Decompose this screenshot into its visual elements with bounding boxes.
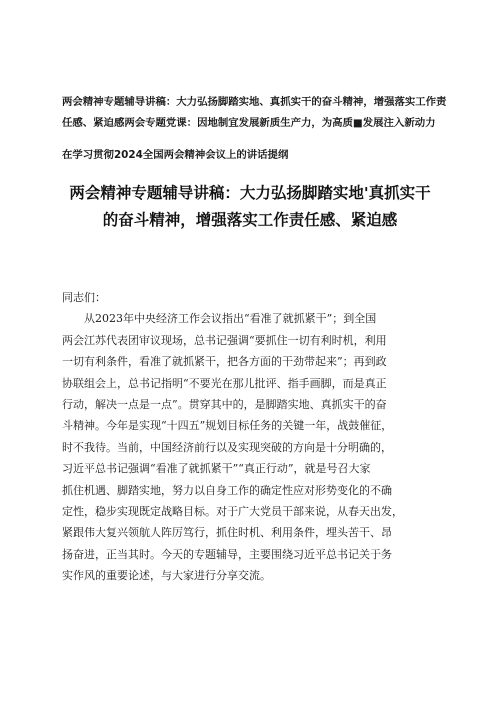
header-line-1: 两会精神专题辅导讲稿：大力弘扬脚踏实地、真抓实干的奋斗精神，增强落实工作责 [62, 96, 447, 108]
salutation: 同志们： [62, 291, 106, 304]
body-text [62, 287, 447, 587]
header-line-2: 任感、紧迫感两会专题党课：因地制宜发展新质生产力，为高质■发展注入新动力 [62, 117, 436, 129]
body-line: 从2023年中央经济工作会议指出“看准了就抓紧干”；到全国 [84, 312, 377, 326]
body-line: 行动，解决一点是一点”。贯穿其中的，是脚踏实地、真抓实干的奋 [62, 398, 387, 412]
body-line: 两会江苏代表团审议现场，总书记强调“要抓住一切有利时机，利用 [62, 333, 387, 347]
body-line: 一切有利条件，看准了就抓紧干，把各方面的干劲带起来”；再到政 [62, 355, 387, 369]
body-line: 定性，稳步实现既定战略目标。对于广大党员干部来说，从春天出发， [62, 505, 403, 519]
header-block [62, 92, 462, 134]
body-line: 扬奋进，正当其时。今天的专题辅导，主要围绕习近平总书记关于务 [62, 547, 392, 561]
body-line: 紧跟伟大复兴领航人阵厉笃行，抓住时机、利用条件，埋头苦干、昂 [62, 526, 392, 540]
body-line: 时不我待。当前，中国经济前行以及实现突破的方向是十分明确的， [62, 440, 392, 454]
body-line: 实作风的重要论述，与大家进行分享交流。 [62, 569, 271, 583]
body-line: 习近平总书记强调“看准了就抓紧干”“真正行动”，就是号召大家 [62, 462, 371, 476]
title-line-2: 的奋斗精神，增强落实工作责任感、紧迫感 [102, 211, 398, 229]
header-subtitle: 在学习贯彻2024全国两会精神会议上的讲话提纲 [62, 149, 289, 161]
body-line: 协联组会上，总书记指明“不要光在那儿批评、指手画脚，而是真正 [62, 376, 387, 390]
body-line: 斗精神。今年是实现“十四五”规划目标任务的关键一年，战鼓催征， [62, 419, 393, 433]
document-title [40, 180, 460, 234]
title-line-1: 两会精神专题辅导讲稿：大力弘扬脚踏实地'真抓实干 [69, 184, 431, 202]
body-line: 抓住机遇、脚踏实地，努力以自身工作的确定性应对形势变化的不确 [62, 483, 392, 497]
